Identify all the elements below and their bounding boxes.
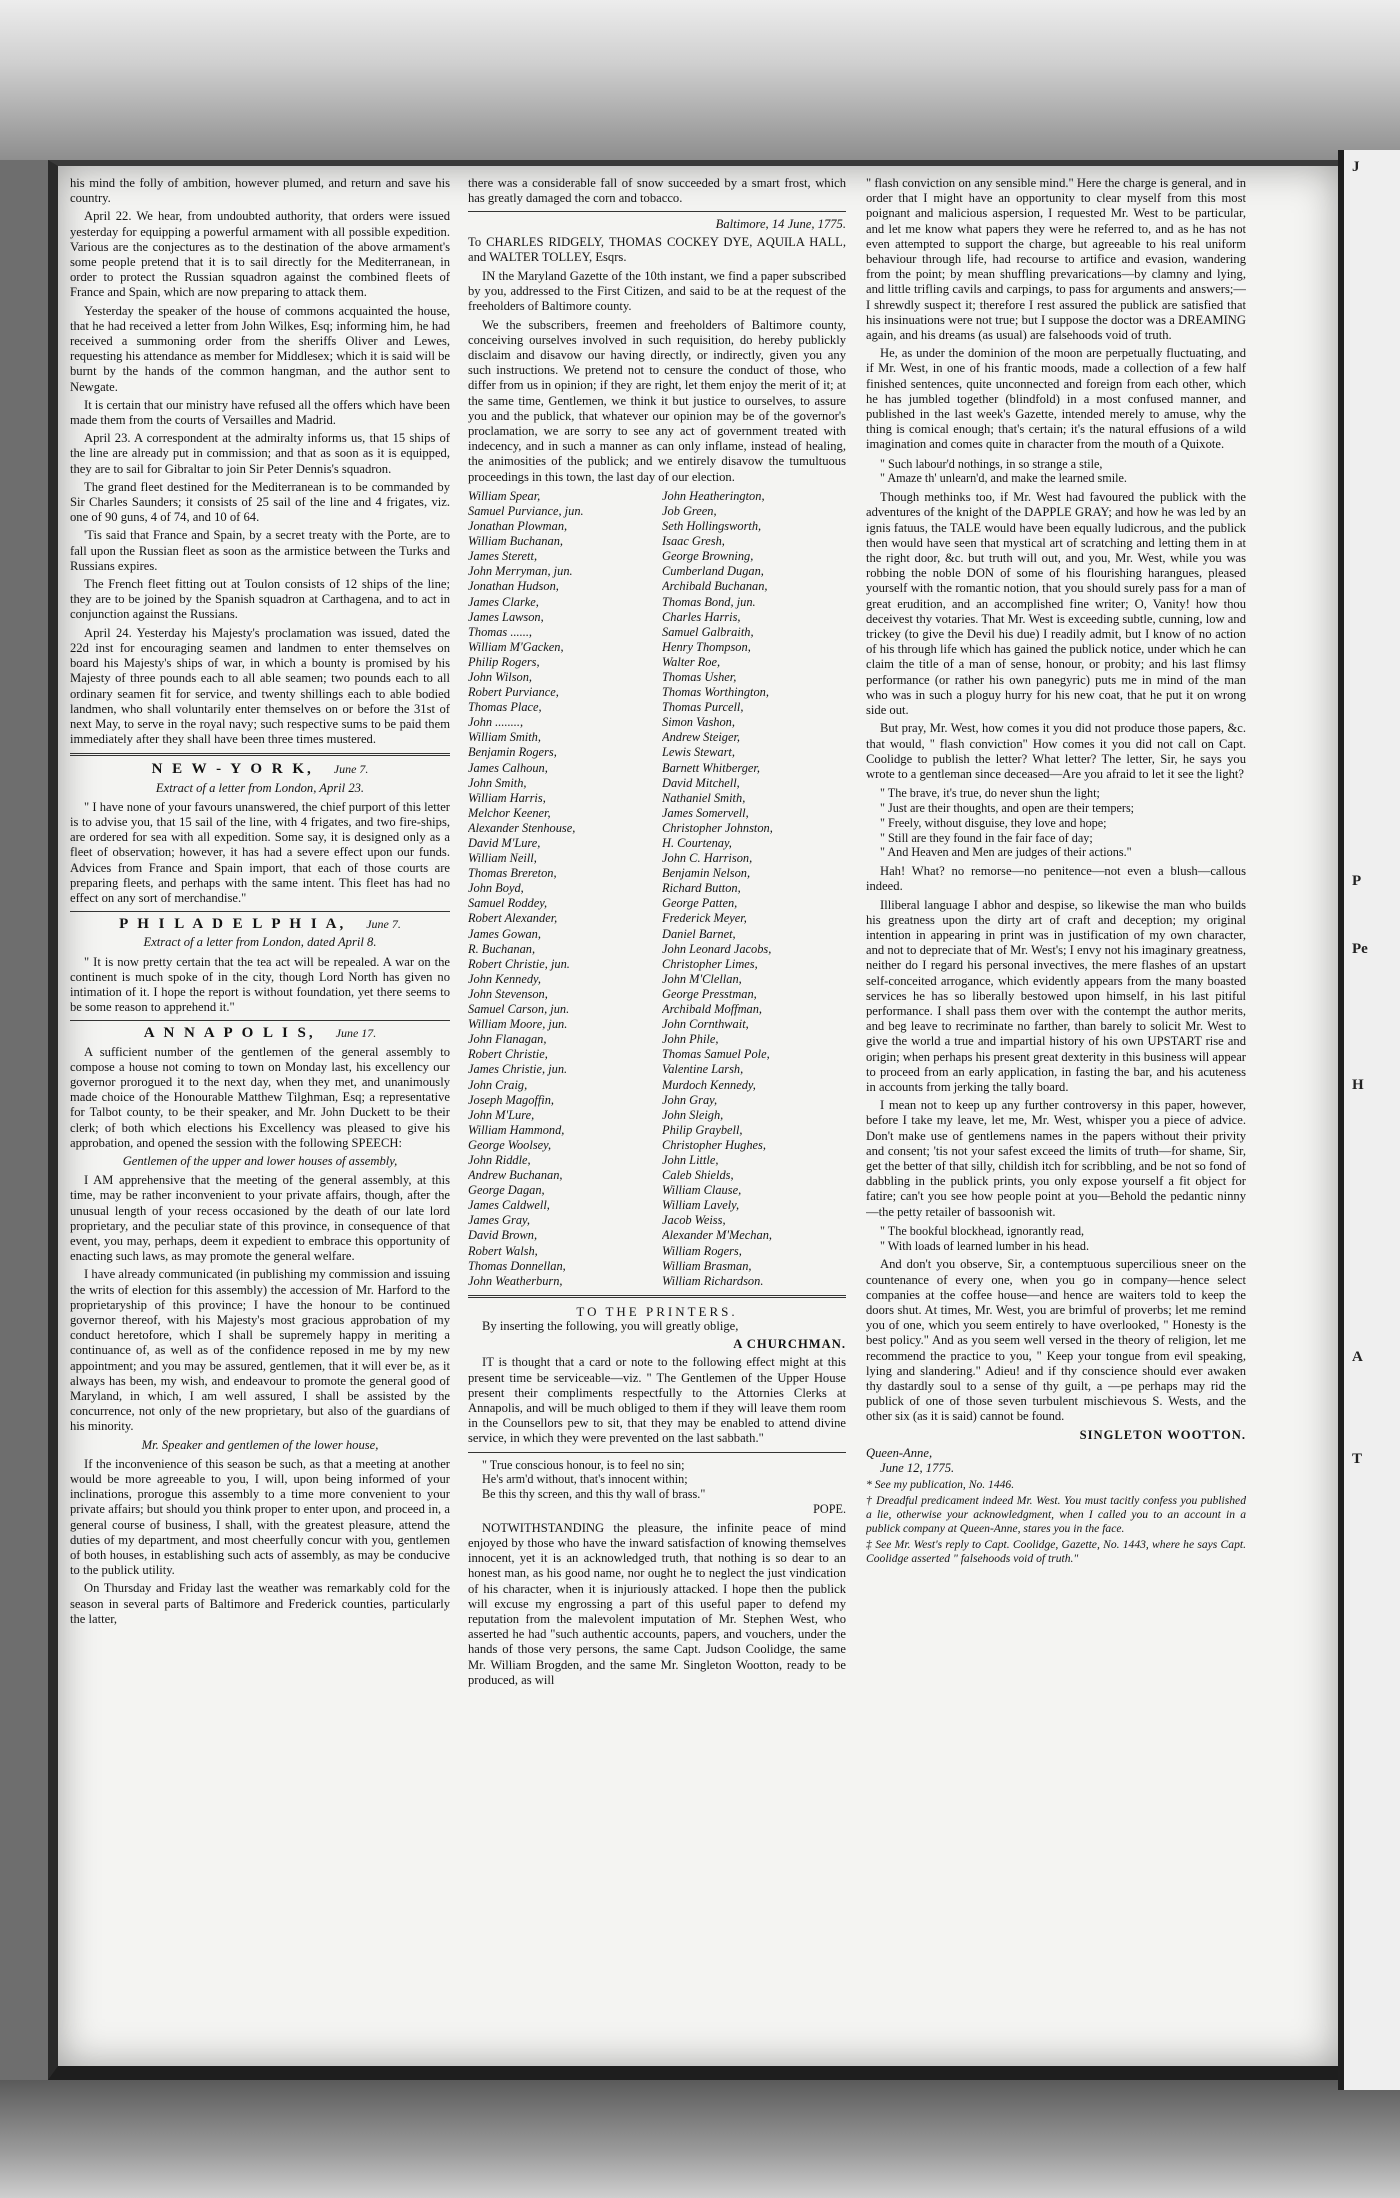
letter-paragraph: I mean not to keep up any further controversy in this paper, however, before I take my leave, let me, Mr. West, whisper you a piece of advice. Don't make use of gentlemens names in the papers without their privity and consent; 'tis not your safest exceed the limits of truth—for shame, Sir, get the better of that silly, childish itch for scribbling, and be not so fond of dabbling in the publick prints, you only expose yourself a fit object for fatire; can't you see how people point at you—Behold the pedantic ninny—the petty retailer of bassoonish wit. xyxy=(866,1098,1246,1219)
signatory-name: Henry Thompson, xyxy=(662,639,751,654)
signatory-name: Murdoch Kennedy, xyxy=(662,1077,756,1092)
signatory-name: John Leonard Jacobs, xyxy=(662,941,772,956)
dateline-date: June 7. xyxy=(366,917,401,932)
adjacent-page-fragment xyxy=(1344,1306,1400,1340)
signatory-name: William Moore, jun. xyxy=(468,1017,568,1032)
signatory-name: John Heatherington, xyxy=(662,488,765,503)
dateline-date: June 17. xyxy=(335,1026,377,1041)
adjacent-page-fragment xyxy=(1344,1000,1400,1034)
signatory-name: James Lawson, xyxy=(468,609,544,624)
signatory-name: George Patten, xyxy=(662,896,738,911)
letter-paragraph: " It is now pretty certain that the tea act will be repealed. A war on the continent is much spoke of in the city, though Lord North has given no intimation of it. I hope the report is without foundation, yet there seems to be some reason to apprehend it." xyxy=(70,954,450,1015)
signatory-name: James Gowan, xyxy=(468,926,541,941)
signatory-name: John Flanagan, xyxy=(468,1032,547,1047)
signatory-name: John Little, xyxy=(662,1152,719,1167)
letter-paragraph: Illiberal language I abhor and despise, so likewise the man who builds his greatness upon the dirty art of craft and deception; my original intention in appearing in print was in justification of my own character, and not to depreciate that of Mr. West's; I envy not his imaginary greatness, neither do I regard his personal invectives, the mere flashes of an upstart self-conceited arrogance, which evidently appears from the many boasted services he has so liberally bestowed upon himself, in his last pitiful performance. I shall pass them over with the contempt the author merits, and beg leave to recriminate no farther, than barely to solicit Mr. West to give the world a true and impartial history of his own UPSTART rise and origin; when perhaps his present great dexterity in this business will appear to proceed from an early application, in fasting the bar, and his acuteness in accounts from jerking the tally board. xyxy=(866,897,1246,1094)
news-paragraph: April 24. Yesterday his Majesty's proclamation was issued, dated the 22d inst for encouraging seamen and landmen to enter themselves on board his Majesty's ships of war, in which a bounty is promised by his Majesty of three pounds each to all able seamen; two pounds each to all ordinary seamen fit for service, and twenty shillings each to able bodied landmen, who shall voluntarily enter themselves on or before the 31st of next May, to serve in the royal navy; such respective sums to be paid them immediately after they shall have been three times mustered. xyxy=(70,625,450,747)
quote-line: " Still are they found in the fair face of day; xyxy=(880,830,1093,845)
adjacent-page-fragment xyxy=(1344,388,1400,422)
letter-paragraph: He, as under the dominion of the moon are perpetually fluctuating, and if Mr. West, in one of his frantic moods, made a collection of a few half finished sentences, quite unconnected and foreign from each other, which he has jumbled together (blindfold) in a most confused manner, and published in the last week's Gazette, intended merely to amuse, why the thing is comical enough; that's certain; it's the natural effusions of a wild imagination and comes quite in character from the mouth of a Quixote. xyxy=(866,346,1246,452)
signatory-name: Seth Hollingsworth, xyxy=(662,519,762,534)
signatory-name: John Riddle, xyxy=(468,1152,531,1167)
quote-line: " Amaze th' unlearn'd, and make the learned smile. xyxy=(880,471,1127,486)
news-paragraph: By inserting the following, you will greatly oblige, xyxy=(482,1319,739,1334)
wootton-signature: SINGLETON WOOTTON. xyxy=(1079,1427,1246,1442)
adjacent-page-fragment: T xyxy=(1352,1451,1363,1467)
signatory-name: Jonathan Plowman, xyxy=(468,519,568,534)
signatory-name: John Weatherburn, xyxy=(468,1273,563,1288)
adjacent-page-fragment xyxy=(1344,558,1400,592)
signatory-name: Thomas Donnellan, xyxy=(468,1258,566,1273)
verse-line: " True conscious honour, is to feel no sin; xyxy=(482,1457,685,1472)
signatory-name: Jonathan Hudson, xyxy=(468,579,559,594)
quote-block xyxy=(880,1224,1246,1254)
dateline-philadelphia xyxy=(70,917,450,932)
signatory-name: R. Buchanan, xyxy=(468,941,536,956)
adjacent-page-fragment xyxy=(1344,422,1400,456)
signatory-name: William Rogers, xyxy=(662,1243,742,1258)
signatory-name: Samuel Galbraith, xyxy=(662,624,754,639)
adjacent-page-fragment xyxy=(1344,694,1400,728)
adjacent-page-fragment: A xyxy=(1352,1349,1363,1365)
news-paragraph: there was a considerable fall of snow succeeded by a smart frost, which has greatly damaged the corn and tobacco. xyxy=(468,176,846,206)
adjacent-page-fragments xyxy=(1344,150,1400,1510)
verse-line: Be this thy screen, and this thy wall of brass." xyxy=(482,1487,706,1502)
footnote: † Dreadful predicament indeed Mr. West. You must tacitly confess you published a lie, otherwise your acknowledgment, when I called you to an account in a publick company at Queen-Anne, stares you in the face. xyxy=(866,1494,1246,1536)
letter-paragraph: But pray, Mr. West, how comes it you did not produce those papers, &c. that would, " flash conviction" How comes it you did not call on Capt. Coolidge to publish the letter? What letter? The letter, Sir, he says you wrote to a gentleman since deceased—Are you afraid to let it see the light? xyxy=(866,721,1246,781)
signatory-name: Joseph Magoffin, xyxy=(468,1092,555,1107)
adjacent-page-fragment xyxy=(1344,1204,1400,1238)
printers-heading: TO THE PRINTERS. xyxy=(576,1303,738,1319)
signatory-name: John Stevenson, xyxy=(468,986,548,1001)
letter-paragraph: We the subscribers, freemen and freeholders of Baltimore county, conceiving ourselves involved in such requisition, do hereby publickly disclaim and disavow our having directly, or indirectly, given you any such instructions. We pretend not to censure the conduct of those, who differ from us in opinion; if they are right, let them enjoy the merit of it; at the same time, Gentlemen, we think it but justice to ourselves, to assure you and the publick, that whatever our opinion may be of the governor's proclamation, we are sorry to see any act of government treated with indecency, and in such a manner as can only inflame, instead of healing, the animosities of the publick; and we entirely disavow the tumultuous proceedings in this town, the last day of our election. xyxy=(468,317,846,484)
signatory-name: George Presstman, xyxy=(662,986,757,1001)
signatory-name: James Sterett, xyxy=(468,549,538,564)
signatory-name: Archibald Buchanan, xyxy=(662,579,768,594)
quote-block xyxy=(880,457,1246,487)
signatory-name: George Woolsey, xyxy=(468,1137,552,1152)
signatory-name: Christopher Limes, xyxy=(662,956,758,971)
signatory-name: John Merryman, jun. xyxy=(468,564,573,579)
card-paragraph: IT is thought that a card or note to the following effect might at this present time be serviceable—viz. " The Gentlemen of the Upper House present their compliments respectfully to the Attornies Clerks at Annapolis, and will be much obliged to them if they will leave them room in the Counsellors pew to sit, that they may be enabled to attend divine service, in which they were prevented on the last sabbath." xyxy=(468,1355,846,1446)
news-paragraph: 'Tis said that France and Spain, by a secret treaty with the Porte, are to fall upon the Russian fleet as soon as the armistice between the Turks and Russians expires. xyxy=(70,528,450,573)
news-paragraph: The grand fleet destined for the Mediterranean is to be commanded by Sir Charles Saunders; it consists of 25 sail of the line and 4 frigates, viz. one of 90 guns, 4 of 74, and 10 of 64. xyxy=(70,479,450,525)
signatory-name: James Calhoun, xyxy=(468,760,548,775)
signatory-name: Philip Graybell, xyxy=(662,1122,743,1137)
adjacent-page-fragment xyxy=(1344,354,1400,388)
scan-top-margin xyxy=(0,0,1400,160)
signatory-name: Barnett Whitberger, xyxy=(662,760,760,775)
signatory-name: Charles Harris, xyxy=(662,609,741,624)
speech-paragraph: I have already communicated (in publishing my commission and issuing the writs of election for this assembly) the accession of Mr. Harford to the proprietaryship of this province; I have the honour to be continued governor thereof, with his Majesty's most gracious approbation of my conduct heretofore, which I shall be supremely happy in meriting a continuance of, as well as of the confidence reposed in me by my new appointment; and you may be assured, gentlemen, that it will ever be, as it always has been, my wish, and endeavour to promote the general good of Maryland, in which, I am well assured, I shall be assisted by the concurrence, not only of the new proprietary, but also of the guardians of his minority. xyxy=(70,1267,450,1434)
adjacent-page-fragment: Pe xyxy=(1352,941,1368,957)
adjacent-page-fragment xyxy=(1344,286,1400,320)
news-paragraph: Yesterday the speaker of the house of commons acquainted the house, that he had received a letter from John Wilkes, Esq; informing him, he had received a summoning order from the sheriffs Oliver and Lewes, requesting his attendance as member for Middlesex; which it is said will be burnt by the hands of the common hangman, and the author sent to Newgate. xyxy=(70,303,450,394)
quote-line: " And Heaven and Men are judges of their actions." xyxy=(880,845,1132,860)
signatory-name: Caleb Shields, xyxy=(662,1168,734,1183)
signatory-name: Thomas Place, xyxy=(468,700,542,715)
news-paragraph: April 22. We hear, from undoubted authority, that orders were issued yesterday for equipping a powerful armament with all possible expedition. Various are the conjectures as to the destination of the above armament's some people pretend that it is to sail directly for the Mediterranean, in order to protect the Russian squadron against the combined fleets of France and Spain, which are now preparing to attack them. xyxy=(70,209,450,300)
column-2 xyxy=(468,176,846,2056)
signatory-name: James Somervell, xyxy=(662,805,749,820)
letter-paragraph: Though methinks too, if Mr. West had favoured the publick with the adventures of the knight of the DAPPLE GRAY; and how he was led by an ignis fatuus, the TALE would have been equally ludicrous, and the publick then would have seen that mystical art of scratching and letting them in at the right door, &c. but truth will out, and you, Mr. West, while you was robbing the noble DON of some of his flourishing harangues, pleased yourself with the romantic notion, that you should surely pass for a man of great erudition, and an accomplished fine writer; O, Vanity! how thou deceivest thy votaries. That Mr. West is exceeding subtle, cunning, low and trickey (to give the Devil his due) I readily admit, but I know of no action of his through life which has gained the publick notice, under which he can claim the title of a man of sense, honour, or probity; and his last flimsy performance (or rather his own panegyric) puts me in mind of the man who was in such a ploguy hurry for his new coat, that he put it on wrong side out. xyxy=(866,490,1246,718)
signatory-name: Valentine Larsh, xyxy=(662,1062,744,1077)
adjacent-page-fragment xyxy=(1344,1102,1400,1136)
adjacent-page-fragment xyxy=(1344,1408,1400,1442)
speech-paragraph: If the inconvenience of this season be such, as that a meeting at another would be more agreeable to you, I will, upon being informed of your inclinations, prorogue this assembly to a time more convenient to your private affairs; but should you think proper to enter upon, and proceed in, a general course of business, I shall, with the greatest pleasure, attend the duties of my department, and most cheerfully concur with you, gentlemen of both houses, in establishing such acts of assembly, as may be conducive to the publick utility. xyxy=(70,1456,450,1578)
adjacent-page-fragment xyxy=(1344,1374,1400,1408)
adjacent-page-fragment xyxy=(1344,830,1400,864)
dateline-place: P H I L A D E L P H I A, xyxy=(119,916,347,933)
signatory-name: Christopher Hughes, xyxy=(662,1137,766,1152)
signatory-name: Thomas ......, xyxy=(468,624,533,639)
churchman-signature: A CHURCHMAN. xyxy=(733,1337,846,1352)
quote-line: " Freely, without disguise, they love and hope; xyxy=(880,815,1107,830)
signatory-name: Frederick Meyer, xyxy=(662,911,747,926)
signatory-name: William Spear, xyxy=(468,488,541,503)
adjacent-page-fragment xyxy=(1344,1272,1400,1306)
adjacent-page-fragment xyxy=(1344,184,1400,218)
signatory-name: William Brasman, xyxy=(662,1258,752,1273)
quote-block xyxy=(880,786,1246,860)
signatory-name: Robert Alexander, xyxy=(468,911,558,926)
letter-paragraph: " flash conviction on any sensible mind." Here the charge is general, and in order that I might have an opportunity to clear myself from this most poignant and malicious aspersion, I requested Mr. West to be particular, and let me know what papers they were he referred to, and as he has not even attempted to support the charge, but agreeable to his real uniform behaviour through life, had recourse to artifice and evasion, wandering from the point; by mean shuffling prevarications—by clamny and lying, and little trifling cavils and carpings, to pass for arguments and answers;—I shrewdly suspect it; therefore I rest assured the publick are satisfied that his insinuations were not true; but I suppose the doctor was a DREAMING again, and his dreams (as usual) are falsehoods void of truth. xyxy=(866,176,1246,343)
signatory-name: Thomas Usher, xyxy=(662,669,737,684)
signatory-name: William M'Gacken, xyxy=(468,639,564,654)
signatory-name: Job Green, xyxy=(662,503,717,518)
adjacent-page-fragment xyxy=(1344,796,1400,830)
quote-line: " The bookful blockhead, ignorantly read, xyxy=(880,1223,1085,1238)
signatory-name: John Kennedy, xyxy=(468,971,541,986)
speech-address: Mr. Speaker and gentlemen of the lower house, xyxy=(141,1437,379,1452)
signatory-name: Andrew Steiger, xyxy=(662,730,741,745)
signatory-name: William Hammond, xyxy=(468,1122,565,1137)
signatory-name: Christopher Johnston, xyxy=(662,820,773,835)
adjacent-page-fragment: J xyxy=(1352,159,1360,175)
signatory-name: Thomas Bond, jun. xyxy=(662,594,756,609)
signatory-name: Archibald Moffman, xyxy=(662,1002,763,1017)
signatory-name: Walter Roe, xyxy=(662,654,721,669)
signatory-name: Philip Rogers, xyxy=(468,654,540,669)
footnote: * See my publication, No. 1446. xyxy=(866,1478,1015,1492)
signatory-name: Cumberland Dugan, xyxy=(662,564,764,579)
signatory-name: George Browning, xyxy=(662,549,754,564)
dateline-place: N E W - Y O R K, xyxy=(151,761,314,778)
signatory-name: Samuel Carson, jun. xyxy=(468,1002,570,1017)
signatory-name: H. Courtenay, xyxy=(662,836,732,851)
signatory-name: James Christie, jun. xyxy=(468,1062,568,1077)
signatory-name: Thomas Worthington, xyxy=(662,685,769,700)
signatory-name: Thomas Samuel Pole, xyxy=(662,1047,770,1062)
signatory-name: William Richardson. xyxy=(662,1273,764,1288)
signatory-name: David M'Lure, xyxy=(468,836,541,851)
adjacent-page-fragment xyxy=(1344,490,1400,524)
adjacent-page-fragment xyxy=(1344,1476,1400,1510)
signatory-name: John Cornthwait, xyxy=(662,1017,749,1032)
signatory-name: William Buchanan, xyxy=(468,534,563,549)
signature-date: June 12, 1775. xyxy=(880,1461,955,1475)
signatory-name: Robert Christie, xyxy=(468,1047,548,1062)
dateline-date: June 7. xyxy=(333,762,369,777)
adjacent-page-fragment xyxy=(1344,218,1400,252)
signatory-name: Simon Vashon, xyxy=(662,715,735,730)
quote-line: " Just are their thoughts, and open are their tempers; xyxy=(880,800,1135,815)
signatory-name: Robert Walsh, xyxy=(468,1243,538,1258)
signatory-name: John Craig, xyxy=(468,1077,528,1092)
signatory-name: Samuel Purviance, jun. xyxy=(468,503,584,518)
dateline-annapolis xyxy=(70,1026,450,1041)
signatory-name: Samuel Roddey, xyxy=(468,896,548,911)
dateline-baltimore: Baltimore, 14 June, 1775. xyxy=(715,217,846,232)
speech-paragraph: I AM apprehensive that the meeting of the general assembly, at this time, may be rather inconvenient to your private affairs, though, after the unusual length of your recess occasioned by the death of our late lord proprietary, and the peculiar state of this province, in consequence of that event, you may, perhaps, deem it expedient to embrace this opportunity of enacting such laws, as may promote the general welfare. xyxy=(70,1173,450,1264)
signatory-name: Benjamin Nelson, xyxy=(662,866,751,881)
footnote: ‡ See Mr. West's reply to Capt. Coolidge, Gazette, No. 1443, where he says Capt. Coolidge asserted " falsehoods void of truth." xyxy=(866,1538,1246,1566)
divider xyxy=(468,1295,846,1298)
signatory-name: John Sleigh, xyxy=(662,1107,724,1122)
signatory-name: John Phile, xyxy=(662,1032,719,1047)
signatory-name: John Boyd, xyxy=(468,881,524,896)
letter-paragraph: Hah! What? no remorse—no penitence—not even a blush—callous indeed. xyxy=(866,864,1246,894)
extract-heading: Extract of a letter from London, April 23. xyxy=(155,780,365,795)
quote-line: " With loads of learned lumber in his head. xyxy=(880,1238,1090,1253)
adjacent-page-fragment xyxy=(1344,966,1400,1000)
signatory-name: Melchor Keener, xyxy=(468,805,551,820)
signatory-name: James Clarke, xyxy=(468,594,539,609)
adjacent-page-fragment xyxy=(1344,1034,1400,1068)
signatory-name: Lewis Stewart, xyxy=(662,745,735,760)
divider xyxy=(70,753,450,756)
news-paragraph: his mind the folly of ambition, however plumed, and return and save his country. xyxy=(70,176,450,206)
signatories-right-column xyxy=(662,489,846,1289)
news-paragraph: April 23. A correspondent at the admiralty informs us, that 15 ships of the line are already put in commission; and that as soon as it is equipped, they are to sail for Gibraltar to join Sir Peter Dennis's squadron. xyxy=(70,431,450,476)
dateline-new-york xyxy=(70,762,450,777)
verse-author: POPE. xyxy=(813,1502,846,1517)
signatory-name: John Smith, xyxy=(468,775,527,790)
adjacent-page-edge xyxy=(1338,150,1400,2090)
quote-line: " The brave, it's true, do never shun the light; xyxy=(880,786,1100,801)
adjacent-page-fragment xyxy=(1344,898,1400,932)
newspaper-page xyxy=(48,160,1338,2080)
signatory-name: Jacob Weiss, xyxy=(662,1213,726,1228)
adjacent-page-fragment xyxy=(1344,1136,1400,1170)
adjacent-page-fragment xyxy=(1344,524,1400,558)
signatory-name: William Neill, xyxy=(468,851,537,866)
letter-paragraph: And don't you observe, Sir, a contemptuous supercilious sneer on the countenance of every one, when you go in company—hence select companies at the coffee house—and hence are waiters told to keep the doors shut. At times, Mr. West, you are brimful of proverbs; let me remind you of one, which you seem entirely to have overlooked, " Honesty is the best policy." And as you seem well versed in the theory of religion, let me recommend the practice to you, " Keep your tongue from evil speaking, lying and slandering." Adieu! and if thy conscience should ever awaken thy dastardly soul to a sense of thy guilt, a —pe perhaps may rid the publick of one of those seven turbulent mischievous S. Wests, and the other six (as it is said) cannot be found. xyxy=(866,1257,1246,1424)
signatory-name: William Harris, xyxy=(468,790,546,805)
signatory-name: Nathaniel Smith, xyxy=(662,790,746,805)
signatory-name: Isaac Gresh, xyxy=(662,534,725,549)
signatory-name: John Wilson, xyxy=(468,669,533,684)
signatory-name: Alexander M'Mechan, xyxy=(662,1228,772,1243)
verse-block xyxy=(482,1458,846,1517)
divider xyxy=(468,1452,846,1453)
scan-bottom-margin xyxy=(0,2080,1400,2198)
adjacent-page-fragment xyxy=(1344,320,1400,354)
news-paragraph: It is certain that our ministry have refused all the offers which have been made them from the courts of Versailles and Madrid. xyxy=(70,397,450,428)
news-paragraph: The French fleet fitting out at Toulon consists of 12 ships of the line; they are to be joined by the Spanish squadron at Carthagena, and to act in conjunction against the Russians. xyxy=(70,577,450,622)
quote-line: " Such labour'd nothings, in so strange a stile, xyxy=(880,456,1103,471)
adjacent-page-fragment xyxy=(1344,592,1400,626)
speech-address: Gentlemen of the upper and lower houses of assembly, xyxy=(122,1153,398,1168)
signatory-name: John C. Harrison, xyxy=(662,851,753,866)
signatory-name: George Dagan, xyxy=(468,1183,545,1198)
signatory-name: James Caldwell, xyxy=(468,1198,550,1213)
signature-place: Queen-Anne, xyxy=(866,1445,933,1460)
signatory-name: William Lavely, xyxy=(662,1198,740,1213)
signatory-name: William Smith, xyxy=(468,730,541,745)
column-1 xyxy=(70,176,450,2056)
signatory-name: John M'Clellan, xyxy=(662,971,742,986)
signatory-name: Alexander Stenhouse, xyxy=(468,820,576,835)
signatories-list xyxy=(468,489,846,1289)
signatory-name: John M'Lure, xyxy=(468,1107,535,1122)
divider xyxy=(70,1020,450,1021)
adjacent-page-fragment xyxy=(1344,762,1400,796)
signatory-name: John ........, xyxy=(468,715,524,730)
signatory-name: Thomas Brereton, xyxy=(468,866,557,881)
extract-heading: Extract of a letter from London, dated April 8. xyxy=(143,935,377,950)
news-paragraph: On Thursday and Friday last the weather was remarkably cold for the season in several parts of Baltimore and Frederick counties, particularly the latter, xyxy=(70,1581,450,1626)
signatory-name: Benjamin Rogers, xyxy=(468,745,557,760)
news-paragraph: A sufficient number of the gentlemen of the general assembly to compose a house not coming to town on Monday last, his excellency our governor prorogued it to the next day, when they met, and unanimously made choice of the Honourable Matthew Tilghman, Esq; a representative for Talbot county, to be their speaker, and Mr. John Duckett to be their clerk; of both which elections his Excellency was pleased to give his approbation, and opened the session with the following SPEECH: xyxy=(70,1044,450,1150)
signatory-name: Daniel Barnet, xyxy=(662,926,736,941)
signatory-name: Robert Christie, jun. xyxy=(468,956,570,971)
adjacent-page-fragment xyxy=(1344,626,1400,660)
signatory-name: John Gray, xyxy=(662,1092,718,1107)
signatory-name: William Clause, xyxy=(662,1183,742,1198)
adjacent-page-fragment xyxy=(1344,660,1400,694)
adjacent-page-fragment xyxy=(1344,1238,1400,1272)
adjacent-page-fragment xyxy=(1344,456,1400,490)
adjacent-page-fragment: H xyxy=(1352,1077,1364,1093)
signatory-name: Andrew Buchanan, xyxy=(468,1168,563,1183)
adjacent-page-fragment xyxy=(1344,728,1400,762)
signatories-left-column xyxy=(468,489,652,1289)
adjacent-page-fragment xyxy=(1344,1170,1400,1204)
signatory-name: James Gray, xyxy=(468,1213,530,1228)
divider xyxy=(468,211,846,212)
divider xyxy=(70,911,450,912)
adjacent-page-fragment: P xyxy=(1352,873,1362,889)
adjacent-page-fragment xyxy=(1344,252,1400,286)
column-3 xyxy=(866,176,1246,2056)
letter-paragraph: NOTWITHSTANDING the pleasure, the infinite peace of mind enjoyed by those who have the inward satisfaction of knowing themselves innocent, yet it is an acknowledged truth, that nothing is so dear to an honest man, as his good name, nor ought he to neglect the just vindication of his character, when it is injuriously attacked. I hope then the publick will excuse my engrossing a part of this useful paper to defend my reputation from the malevolent imputation of Mr. Stephen West, who asserted he had "such authentic accounts, papers, and vouchers, under the hands of those very persons, the same Capt. Judson Coolidge, the same Mr. William Brogden, and the same Mr. Singleton Wootton, ready to be produced, as will xyxy=(468,1520,846,1687)
letter-paragraph: " I have none of your favours unanswered, the chief purport of this letter is to advise you, that 15 sail of the line, with 4 frigates, and two fire-ships, are ordered for sea with all expedition. Some say, it is designed only as a fleet of observation; however, it has had a severe effect upon our funds. Advices from France and Spain import, that each of those courts are preparing fleets, and perhaps with the same intent. This fleet has had no effect on any sort of merchandise." xyxy=(70,799,450,905)
address-line: To CHARLES RIDGELY, THOMAS COCKEY DYE, AQUILA HALL, and WALTER TOLLEY, Esqrs. xyxy=(468,234,846,264)
letter-paragraph: IN the Maryland Gazette of the 10th instant, we find a paper subscribed by you, addressed to the First Citizen, and said to be at the request of the freeholders of Baltimore county. xyxy=(468,269,846,314)
dateline-place: A N N A P O L I S, xyxy=(143,1025,316,1042)
verse-line: He's arm'd without, that's innocent within; xyxy=(482,1472,688,1487)
signatory-name: David Mitchell, xyxy=(662,775,740,790)
signatory-name: Richard Button, xyxy=(662,881,741,896)
signatory-name: Thomas Purcell, xyxy=(662,700,744,715)
signatory-name: David Brown, xyxy=(468,1228,538,1243)
signatory-name: Robert Purviance, xyxy=(468,685,559,700)
